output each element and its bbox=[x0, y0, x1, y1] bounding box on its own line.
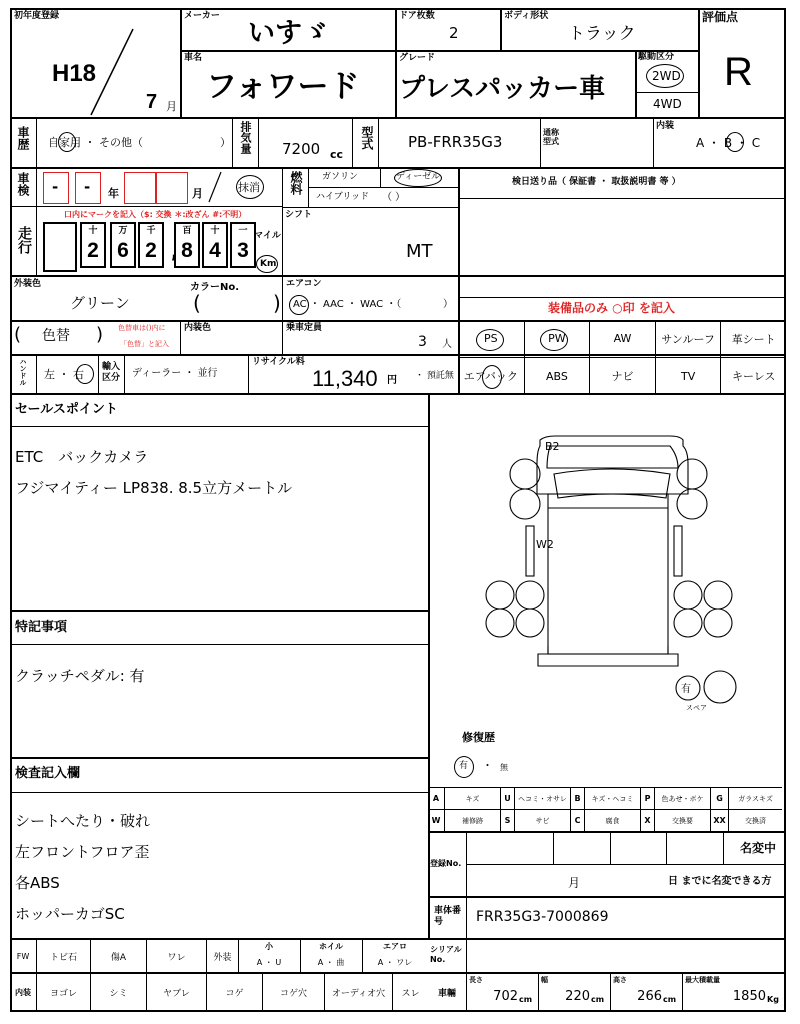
aircon-close: ） bbox=[443, 299, 453, 310]
inspector-title: 検査記入欄 bbox=[15, 766, 81, 781]
vin-value: FRR35G3-7000869 bbox=[476, 909, 609, 925]
body-value: トラック bbox=[568, 24, 636, 44]
displacement-label: 排気量 bbox=[239, 121, 252, 154]
drive-4wd: 4WD bbox=[653, 97, 682, 111]
special-title: 特記事項 bbox=[15, 620, 68, 635]
legend-cell: キズ・ヘコミ bbox=[584, 787, 640, 809]
dims-label: 車輛 bbox=[437, 989, 456, 999]
legend-cell: キズ bbox=[444, 787, 500, 809]
grade-eval-label: 評価点 bbox=[702, 10, 739, 24]
dims-cell-unit: Kg bbox=[767, 995, 779, 1004]
legend-cell: U bbox=[500, 787, 514, 809]
equipment-cell: PW bbox=[524, 320, 590, 357]
import-label: 輸入区分 bbox=[102, 362, 121, 383]
sales-points-title: セールスポイント bbox=[15, 402, 118, 417]
fuel-diesel-circle bbox=[394, 169, 442, 187]
text-line: ETC バックカメラ bbox=[15, 448, 149, 466]
equipment-cell: ABS bbox=[524, 357, 590, 394]
repaint-close: ) bbox=[96, 324, 104, 345]
repair-dot: ・ bbox=[482, 759, 493, 772]
color-no-open: ( bbox=[193, 291, 201, 315]
repaint-label: 色替 bbox=[42, 328, 70, 344]
legend-cell: 色あせ・ボケ bbox=[654, 787, 710, 809]
equipment-cell: キーレス bbox=[720, 357, 786, 394]
mileage-note: 口内にマークを記入（$: 交換 ＊:改ざん #:不明） bbox=[64, 210, 247, 219]
interior-cell: コゲ穴 bbox=[262, 973, 324, 1012]
repair-has-circle bbox=[454, 756, 474, 778]
inspection-label: 車検 bbox=[16, 172, 30, 196]
equipment-cell: AW bbox=[589, 320, 655, 357]
grade-eval-value: R bbox=[724, 50, 753, 94]
registration-day-text: 日 までに名変できる方 bbox=[668, 876, 772, 887]
name-change: 名変中 bbox=[740, 841, 777, 855]
spare-label: スペア bbox=[686, 704, 707, 712]
capacity-label: 乗車定員 bbox=[286, 323, 323, 333]
registration-label: 登録No. bbox=[430, 859, 462, 868]
mileage-digit: 2 bbox=[145, 239, 157, 262]
interior-cell: ヨゴレ bbox=[36, 973, 90, 1012]
insp-box-4 bbox=[156, 172, 188, 204]
maker-value: いすゞ bbox=[248, 18, 329, 49]
equipment-pw-circle bbox=[540, 329, 568, 351]
legend-cell: S bbox=[500, 809, 514, 831]
interior-cell: オーディオ穴 bbox=[324, 973, 392, 1012]
legend-cell: 交換済 bbox=[728, 809, 782, 831]
insp-box-3 bbox=[124, 172, 156, 204]
mileage-digit: 8 bbox=[181, 239, 193, 262]
displacement-value: 7200 bbox=[282, 140, 321, 158]
doors-value: 2 bbox=[449, 24, 459, 42]
diagram-b2-label: B2 bbox=[545, 440, 560, 453]
handle-value: 左 ・ 右 bbox=[44, 368, 84, 381]
aircon-ac-circle bbox=[289, 295, 309, 315]
dims-cell-unit: cm bbox=[663, 995, 677, 1004]
damage-legend bbox=[428, 787, 786, 831]
shift-value: MT bbox=[406, 241, 433, 262]
repair-title: 修復歴 bbox=[462, 731, 495, 744]
dimensions-row bbox=[428, 973, 786, 1012]
recycle-note: ・ 預託無 bbox=[415, 371, 454, 381]
text-line: 各ABS bbox=[15, 874, 60, 892]
exterior-cell: FW bbox=[16, 951, 30, 961]
mileage-digit-header: 十 bbox=[88, 226, 98, 236]
common-model-label: 通称型式 bbox=[543, 128, 559, 146]
repaint-note-1: 色替車は()内に bbox=[118, 324, 166, 332]
body-label: ボディ形状 bbox=[504, 11, 549, 21]
slash-mark bbox=[85, 25, 145, 120]
legend-cell: C bbox=[570, 809, 584, 831]
exterior-sub-title: エアロ bbox=[383, 942, 407, 951]
mileage-digit-header: 千 bbox=[146, 226, 156, 236]
history-value: 自家用 ・ その他（ bbox=[48, 136, 143, 149]
legend-cell: P bbox=[640, 787, 654, 809]
displacement-unit: cc bbox=[330, 148, 344, 161]
aircon-label: エアコン bbox=[286, 279, 322, 289]
legend-cell: サビ bbox=[514, 809, 570, 831]
first-reg-label: 初年度登録 bbox=[14, 11, 60, 21]
repair-has: 有 bbox=[459, 761, 469, 771]
recycle-unit: 円 bbox=[387, 375, 397, 386]
repaint-open: ( bbox=[14, 324, 22, 345]
color-no-close: ) bbox=[273, 291, 281, 315]
text-line: クラッチペダル: 有 bbox=[15, 667, 145, 685]
dims-cell-label: 最大積載量 bbox=[685, 976, 720, 984]
legend-cell: ガラスキズ bbox=[728, 787, 782, 809]
dims-cell-unit: cm bbox=[591, 995, 605, 1004]
dims-cell-unit: cm bbox=[519, 995, 533, 1004]
fuel-diesel: ディーゼル bbox=[396, 172, 441, 182]
capacity-unit: 人 bbox=[442, 339, 452, 350]
exterior-cell: 外装 bbox=[206, 939, 238, 973]
mileage-comma: , bbox=[171, 242, 178, 263]
legend-cell: 腐食 bbox=[584, 809, 640, 831]
interior-damage-row bbox=[10, 973, 428, 1012]
exterior-sub-value: A ・ ワレ bbox=[377, 958, 413, 967]
equipment-cell: TV bbox=[655, 357, 721, 394]
interior-cell: ヤブレ bbox=[146, 973, 206, 1012]
equipment-grid bbox=[458, 320, 786, 394]
doors-label: ドア枚数 bbox=[399, 11, 435, 21]
first-reg-year: H18 bbox=[52, 60, 97, 87]
exterior-color-value: グリーン bbox=[70, 294, 130, 312]
mileage-digit-header: 十 bbox=[210, 226, 220, 236]
mileage-digit-header: 一 bbox=[238, 226, 248, 236]
mileage-digit-header: 万 bbox=[118, 226, 128, 236]
exterior-sub-value: A ・ 曲 bbox=[317, 958, 345, 967]
legend-cell: XX bbox=[710, 809, 728, 831]
dims-cell-value: 1850 bbox=[732, 989, 766, 1004]
serial-label: シリアルNo. bbox=[430, 945, 462, 964]
grade-value: プレスパッカー車 bbox=[399, 74, 606, 104]
history-label: 車歴 bbox=[16, 126, 30, 150]
maker-label: メーカー bbox=[184, 11, 220, 21]
equipment-cell: エアバック bbox=[458, 357, 524, 394]
first-reg-month-unit: 月 bbox=[166, 100, 177, 113]
car-name-value: フォワード bbox=[206, 69, 360, 105]
legend-cell: G bbox=[710, 787, 728, 809]
equipment-cell: PS bbox=[483, 332, 498, 345]
mileage-digits bbox=[80, 222, 252, 268]
equipment-title: 装備品のみ ○印 を記入 bbox=[548, 301, 675, 315]
dims-cell-label: 高さ bbox=[613, 976, 627, 984]
interior-cell: スレ bbox=[392, 973, 428, 1012]
model-value: PB-FRR35G3 bbox=[408, 133, 503, 151]
exterior-damage-row bbox=[10, 939, 428, 973]
insp-month-unit: 月 bbox=[192, 187, 203, 200]
handle-right-circle bbox=[76, 364, 94, 384]
history-private-circle bbox=[58, 132, 76, 152]
interior-color-label: 内装色 bbox=[184, 323, 212, 333]
interior-grade: A ・ B ・ C bbox=[696, 136, 761, 150]
deregistered-circle bbox=[236, 175, 264, 199]
text-line: 左フロントフロア歪 bbox=[15, 843, 150, 861]
slash-mark-2 bbox=[205, 170, 225, 205]
interior-b-circle bbox=[726, 132, 744, 152]
model-label: 型式 bbox=[360, 126, 374, 150]
exterior-cell: 傷A bbox=[90, 939, 146, 973]
legend-cell: 交換要 bbox=[654, 809, 710, 831]
fuel-gas: ガソリン bbox=[322, 172, 359, 182]
interior-cell: 内装 bbox=[15, 988, 31, 997]
exterior-sub-value: A ・ U bbox=[256, 958, 282, 967]
capacity-value: 3 bbox=[418, 334, 427, 350]
first-reg-month: 7 bbox=[146, 91, 158, 113]
equipment-cell: サンルーフ bbox=[655, 320, 721, 357]
mileage-box-1 bbox=[43, 222, 77, 272]
exterior-color-label: 外装色 bbox=[14, 279, 42, 289]
mileage-digit: 3 bbox=[237, 239, 249, 262]
text-line: ホッパーカゴSC bbox=[15, 905, 125, 923]
dims-cell-value: 702 bbox=[493, 989, 518, 1004]
dims-cell-value: 266 bbox=[637, 989, 662, 1004]
interior-cell: シミ bbox=[90, 973, 146, 1012]
legend-cell: B bbox=[570, 787, 584, 809]
text-line: フジマイティー LP838. 8.5立方メートル bbox=[15, 479, 293, 497]
dims-cell-label: 長さ bbox=[469, 976, 483, 984]
equipment-cell: 革シート bbox=[720, 320, 786, 357]
car-name-label: 車名 bbox=[184, 53, 203, 63]
recycle-value: 11,340 bbox=[312, 366, 378, 391]
exterior-cell: ワレ bbox=[146, 939, 206, 973]
exterior-cell: トビ石 bbox=[36, 939, 90, 973]
color-no-label: カラーNo. bbox=[190, 282, 240, 293]
repair-none: 無 bbox=[500, 763, 508, 772]
legend-cell: W bbox=[428, 809, 444, 831]
interior-label: 内装 bbox=[656, 121, 675, 131]
shift-label: シフト bbox=[285, 210, 313, 220]
mileage-digit: 4 bbox=[209, 239, 221, 262]
fuel-label: 燃料 bbox=[289, 171, 303, 195]
insp-dash-1: - bbox=[52, 178, 59, 196]
fuel-hybrid: ハイブリッド bbox=[316, 192, 370, 202]
legend-cell: A bbox=[428, 787, 444, 809]
equipment-ps-circle bbox=[476, 329, 504, 351]
diagram-w2-label: W2 bbox=[536, 538, 554, 551]
mileage-digit: 6 bbox=[117, 239, 129, 262]
mileage-label: 走行 bbox=[16, 226, 32, 254]
insp-dash-2: - bbox=[84, 178, 91, 196]
fuel-other: （ ） bbox=[382, 192, 406, 203]
mileage-unit-mile: マイル bbox=[254, 231, 281, 241]
mileage-unit-km: Km bbox=[260, 259, 277, 269]
interior-cell: コゲ bbox=[206, 973, 262, 1012]
accessories-label: 検日送り品（ 保証書 ・ 取扱説明書 等 ） bbox=[512, 177, 681, 187]
drive-2wd-circle bbox=[646, 64, 684, 88]
mileage-km-circle bbox=[256, 255, 278, 273]
legend-cell: X bbox=[640, 809, 654, 831]
mileage-digit: 2 bbox=[87, 239, 99, 262]
insp-year-unit: 年 bbox=[108, 187, 119, 200]
text-line: シートへたり・破れ bbox=[15, 812, 151, 830]
recycle-label: リサイクル料 bbox=[252, 357, 305, 367]
grade-label: グレード bbox=[399, 53, 436, 63]
equipment-cell: ナビ bbox=[589, 357, 655, 394]
vehicle-diagram bbox=[430, 396, 786, 786]
exterior-sub-title: ホイル bbox=[319, 942, 343, 951]
legend-cell: ヘコミ・オサレ bbox=[514, 787, 570, 809]
aircon-value: AC ・ AAC ・ WAC ・（ bbox=[293, 299, 402, 310]
legend-cell: 補修跡 bbox=[444, 809, 500, 831]
dims-cell-label: 幅 bbox=[541, 976, 548, 984]
spare-has: 有 bbox=[681, 684, 691, 695]
drive-2wd: 2WD bbox=[652, 69, 681, 83]
history-close: ） bbox=[220, 136, 231, 149]
exterior-sub-title: 小 bbox=[265, 942, 273, 951]
mileage-digit-header: 百 bbox=[182, 226, 192, 236]
repaint-note-2: 「色替」と記入 bbox=[120, 340, 169, 348]
drive-label: 駆動区分 bbox=[638, 52, 675, 62]
import-value: ディーラー ・ 並行 bbox=[132, 368, 218, 379]
equipment-airbag-circle bbox=[482, 365, 502, 389]
dims-cell-value: 220 bbox=[565, 989, 590, 1004]
registration-month: 月 bbox=[568, 876, 581, 890]
vin-label: 車体番号 bbox=[434, 906, 462, 927]
deregistered: 抹消 bbox=[238, 181, 260, 194]
handle-label: ハンドル bbox=[19, 358, 27, 386]
